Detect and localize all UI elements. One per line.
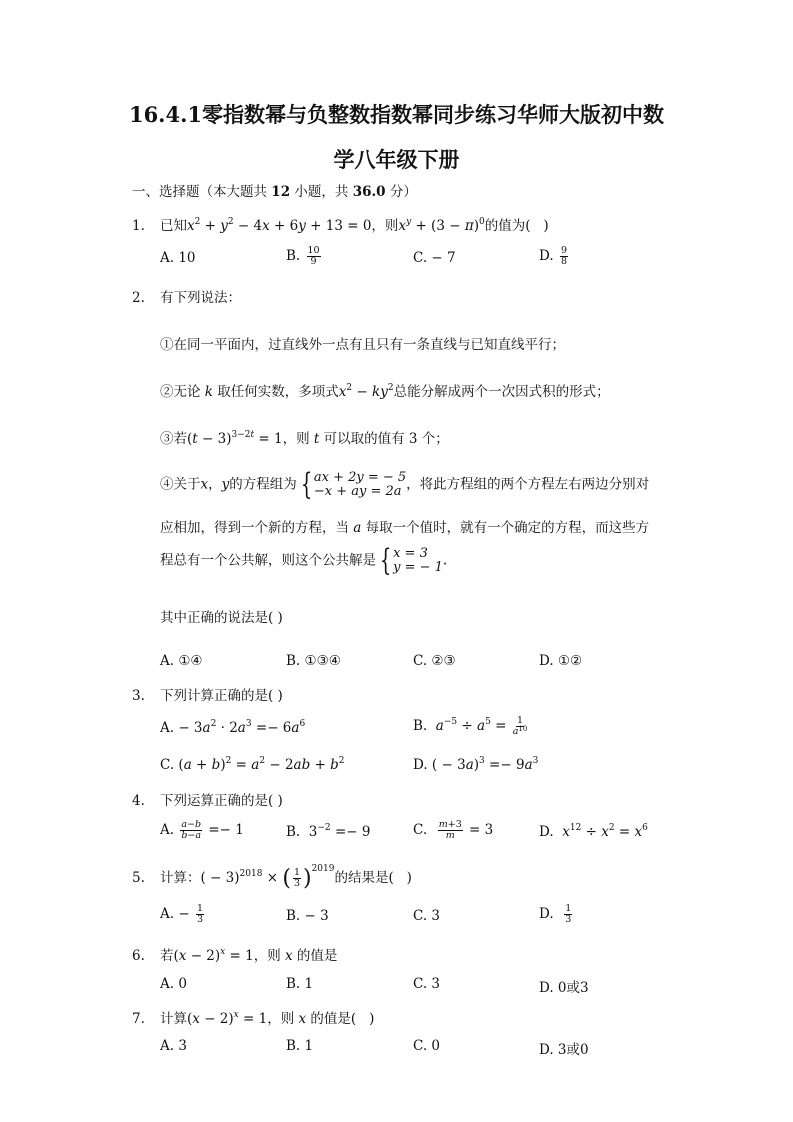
option-a[interactable]: A. − $\frac{1}{3}$ bbox=[160, 903, 203, 925]
question-number: 3. bbox=[132, 688, 145, 704]
option-b[interactable]: B. ①③④ bbox=[286, 653, 341, 669]
option-b[interactable]: B. $\frac{10}{9}$ bbox=[286, 245, 320, 267]
question-2-tail: 其中正确的说法是( ) bbox=[160, 610, 283, 626]
option-b[interactable]: B. 1 bbox=[286, 976, 314, 992]
option-c[interactable]: C. ②③ bbox=[413, 653, 456, 669]
option-d[interactable]: D. 0或3 bbox=[539, 980, 589, 996]
question-number: 5. bbox=[132, 870, 145, 886]
option-a[interactable]: A. 3 bbox=[160, 1038, 187, 1054]
question-number: 1. bbox=[132, 218, 145, 234]
section-heading: 一、选择题（本大题共 12 小题，共 36.0 分） bbox=[132, 184, 417, 200]
question-number: 4. bbox=[132, 793, 145, 809]
page-title-line1: 16.4.1零指数幂与负整数指数幂同步练习华师大版初中数 bbox=[128, 102, 665, 127]
option-b[interactable]: B. − 3 bbox=[286, 908, 329, 924]
option-a[interactable]: A. − $3a^2 \cdot 2a^3 =- 6a^6$ bbox=[160, 719, 306, 736]
statement-4-cont: 应相加，得到一个新的方程，当 a 每取一个值时，就有一个确定的方程，而这些方 bbox=[160, 520, 650, 536]
option-d[interactable]: D. ( − $3a)^3 =- 9a^3$ bbox=[413, 756, 539, 773]
question-stem: 下列计算正确的是( ) bbox=[160, 688, 283, 704]
statement-4-solution: 程总有一个公共解，则这个公共解是 { x = 3 y = − 1 . bbox=[160, 543, 448, 578]
option-a[interactable]: A. $\frac{a-b}{b-a}$ =− 1 bbox=[160, 819, 244, 841]
option-d[interactable]: D. $\frac{9}{8}$ bbox=[539, 245, 567, 267]
option-c[interactable]: C. $\frac{m+3}{m}$ = 3 bbox=[413, 819, 494, 841]
statement-4: ④关于x，y的方程组为 { ax + 2y = − 5 −x + ay = 2a ，将此方程组的两个方程左右两边分别对 bbox=[160, 467, 650, 502]
question-6 bbox=[132, 944, 337, 964]
statement-2: ②无论 k 取任何实数，多项式$x^2 - ky^2$总能分解成两个一次因式积的形式； bbox=[160, 383, 610, 400]
question-7 bbox=[132, 1007, 374, 1027]
page-title-line2: 学八年级下册 bbox=[333, 147, 460, 172]
option-d[interactable]: D. ①② bbox=[539, 653, 583, 669]
option-a[interactable]: A. ①④ bbox=[160, 653, 203, 669]
question-stem: 下列运算正确的是( ) bbox=[160, 793, 283, 809]
option-c[interactable]: C. 0 bbox=[413, 1038, 441, 1054]
option-c[interactable]: C. 3 bbox=[413, 908, 441, 924]
question-stem: 有下列说法： bbox=[160, 290, 241, 306]
question-number: 7. bbox=[132, 1011, 145, 1027]
question-stem: 若$(x - 2)^x = 1$，则 x 的值是 bbox=[160, 947, 338, 964]
question-1 bbox=[132, 214, 549, 234]
question-3 bbox=[132, 684, 283, 704]
question-5 bbox=[132, 866, 412, 891]
option-a[interactable]: A. 10 bbox=[160, 250, 196, 266]
option-c[interactable]: C. 3 bbox=[413, 976, 441, 992]
statement-1: ①在同一平面内，过直线外一点有且只有一条直线与已知直线平行； bbox=[160, 337, 565, 353]
question-stem: 已知$x^2 + y^2 - 4x + 6y + 13 = 0$，则$x^y + (3 - \pi)^0$的值为( ) bbox=[160, 217, 549, 234]
question-4 bbox=[132, 789, 283, 809]
option-d[interactable]: D. $x^{12} \div x^2 = x^6$ bbox=[539, 823, 648, 840]
question-2 bbox=[132, 286, 241, 306]
option-b[interactable]: B. $3^{-2} =- 9$ bbox=[286, 823, 371, 840]
statement-3: ③若$(t - 3)^{3-2t} = 1$，则 t 可以取的值有 3 个； bbox=[160, 430, 449, 447]
option-d[interactable]: D. 3或0 bbox=[539, 1042, 589, 1058]
option-a[interactable]: A. 0 bbox=[160, 976, 187, 992]
option-c[interactable]: C. $(a + b)^2 = a^2 - 2ab + b^2$ bbox=[160, 756, 345, 773]
question-stem: 计算$(x - 2)^x = 1$，则 x 的值是( ) bbox=[160, 1010, 375, 1027]
option-d[interactable]: D. $\frac{1}{3}$ bbox=[539, 903, 572, 925]
option-c[interactable]: C. − 7 bbox=[413, 250, 456, 266]
option-b[interactable]: B. $a^{-5} \div a^5$ = $\frac{1}{a^{10}}$ bbox=[413, 715, 528, 737]
question-number: 6. bbox=[132, 948, 145, 964]
option-b[interactable]: B. 1 bbox=[286, 1038, 314, 1054]
question-number: 2. bbox=[132, 290, 145, 306]
question-stem: 计算：( − 3)$^{2018}$ × ( $\frac{1}{3}$ )$^{2019}$的结果是( ) bbox=[160, 864, 412, 891]
